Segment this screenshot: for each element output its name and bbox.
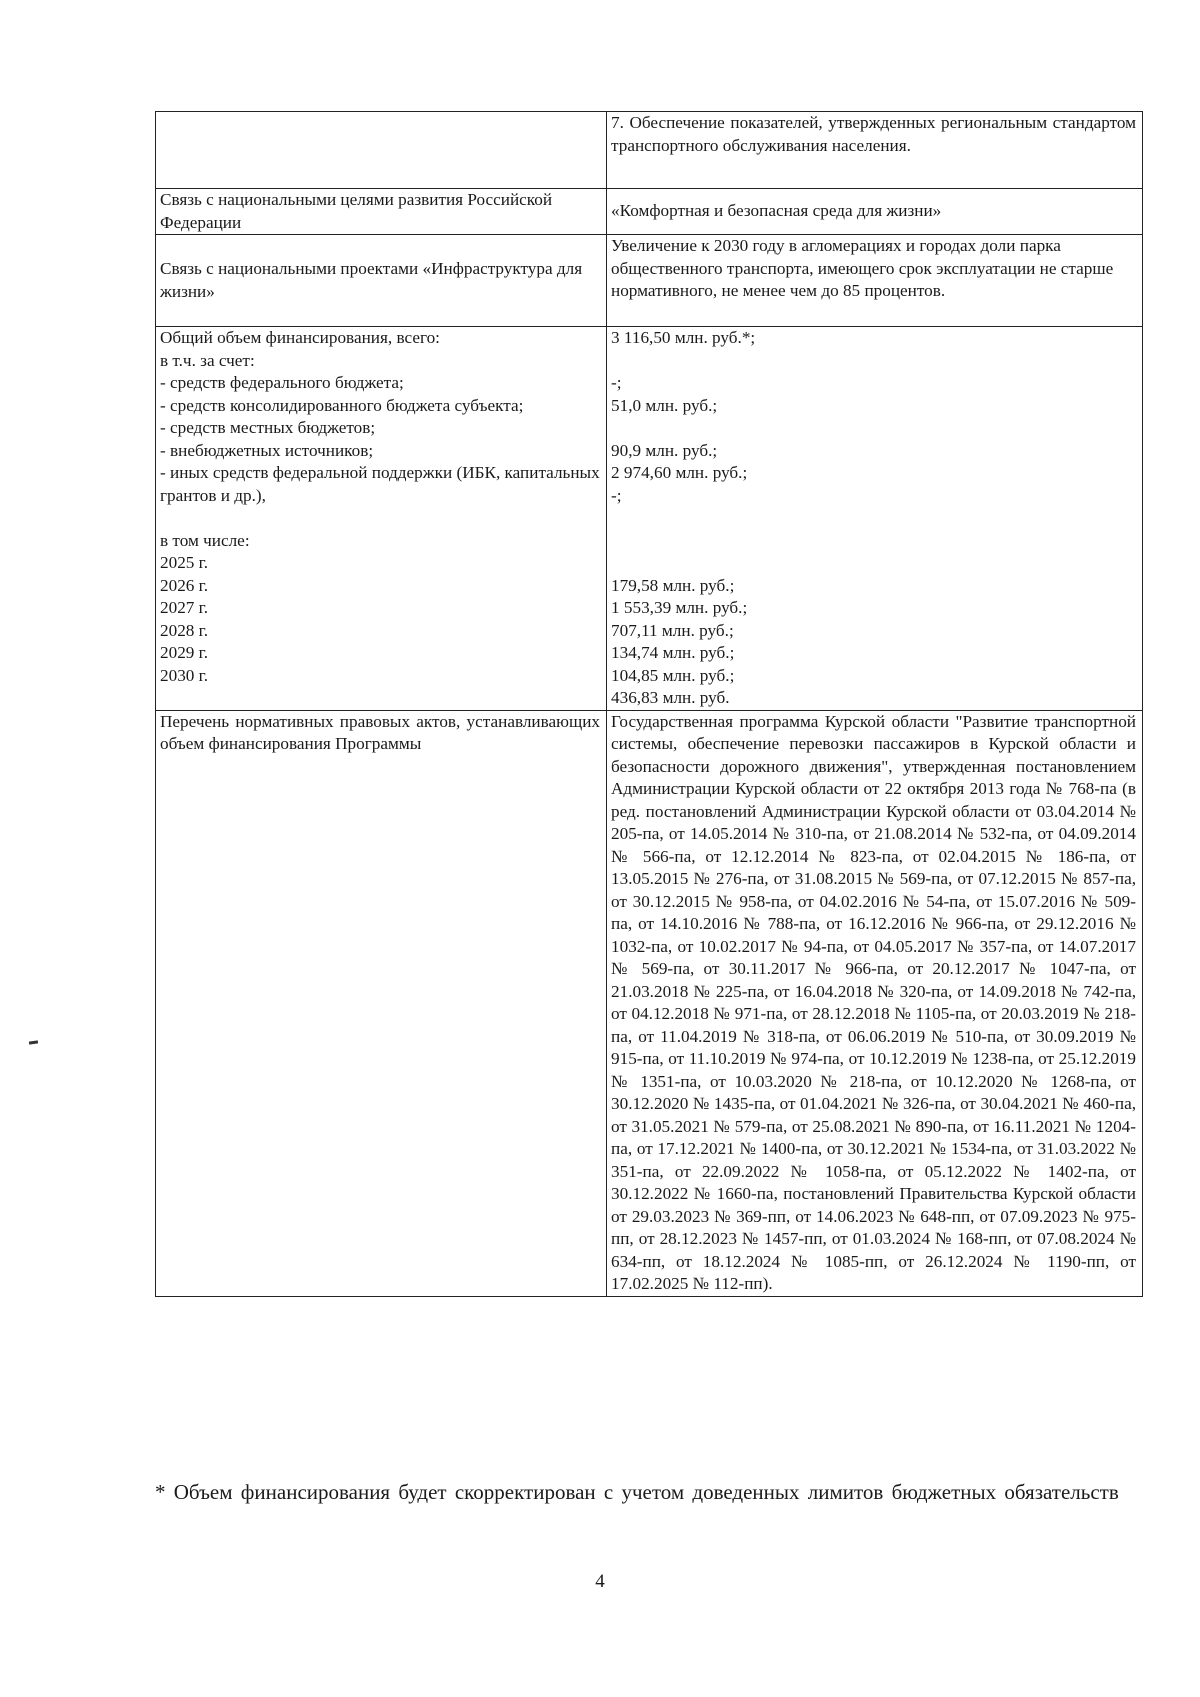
financing-consolidated-label: - средств консолидированного бюджета субъекта; xyxy=(160,395,524,415)
page-number: 4 xyxy=(595,1571,605,1592)
financing-extra-label: - внебюджетных источников; xyxy=(160,440,374,460)
year-label: 2030 г. xyxy=(160,665,209,685)
standard-indicators-cell: 7. Обеспечение показателей, утвержденных региональным стандартом транспортного обслуживания населения. xyxy=(607,112,1143,189)
spacer xyxy=(611,350,1136,373)
legal-acts-value: Государственная программа Курской области "Развитие транспортной системы, обеспечение перевозки пассажиров в Курской области и безопасности дорожного движения", утвержденная постановлением Администрации Курской области от 22 октября 2013 года № 768-па (в ред. постановлений Администрации Курской области от 03.04.2014 № 205-па, от 14.05.2014 № 310-па, от 21.08.2014 № 532-па, от 04.09.2014 № 566-па, от 12.12.2014 № 823-па, от 02.04.2015 № 186-па, от 13.05.2015 № 276-па, от 31.08.2015 № 569-па, от 07.12.2015 № 857-па, от 30.12.2015 № 958-па, от 04.02.2016 № 54-па, от 15.07.2016 № 509-па, от 14.10.2016 № 788-па, от 16.12.2016 № 966-па, от 29.12.2016 № 1032-па, от 10.02.2017 № 94-па, от 04.05.2017 № 357-па, от 14.07.2017 № 569-па, от 30.11.2017 № 966-па, от 20.12.2017 № 1047-па, от 21.03.2018 № 225-па, от 16.04.2018 № 320-па, от 14.09.2018 № 742-па, от 04.12.2018 № 971-па, от 28.12.2018 № 1105-па, от 20.03.2019 № 218-па, от 11.04.2019 № 318-па, от 06.06.2019 № 510-па, от 30.09.2019 № 915-па, от 11.10.2019 № 974-па, от 10.12.2019 № 1238-па, от 25.12.2019 № 1351-па, от 10.03.2020 № 218-па, от 10.12.2020 № 1268-па, от 30.12.2020 № 1435-па, от 01.04.2021 № 326-па, от 30.04.2021 № 460-па, от 31.05.2021 № 579-па, от 25.08.2021 № 890-па, от 16.11.2021 № 1204-па, от 17.12.2021 № 1400-па, от 30.12.2021 № 1534-па, от 31.03.2022 № 351-па, от 22.09.2022 № 1058-па, от 05.12.2022 № 1402-па, от 30.12.2022 № 1660-па, постановлений Правительства Курской области от 29.03.2023 № 369-пп, от 14.06.2023 № 648-пп, от 07.09.2023 № 975-пп, от 28.12.2023 № 1457-пп, от 01.03.2024 № 168-пп, от 07.08.2024 № 634-пп, от 18.12.2024 № 1085-пп, от 26.12.2024 № 1190-пп, от 17.02.2025 № 112-пп). xyxy=(607,710,1143,1296)
scan-mark-icon xyxy=(29,1040,38,1044)
year-amount: 707,11 млн. руб.; xyxy=(611,620,734,640)
national-projects-label: Связь с национальными проектами «Инфраструктура для жизни» xyxy=(156,235,607,327)
financing-labels-cell xyxy=(156,327,607,711)
spacer xyxy=(611,417,1136,440)
national-goals-value: «Комфортная и безопасная среда для жизни» xyxy=(607,189,1143,235)
program-passport-table xyxy=(155,111,1143,1297)
financing-by-year-label: в том числе: xyxy=(160,530,250,550)
financing-extra-value: 2 974,60 млн. руб.; xyxy=(611,463,748,482)
financing-federal-label: - средств федерального бюджета; xyxy=(160,373,404,392)
spacer xyxy=(611,507,1136,552)
national-goals-label: Связь с национальными целями развития Российской Федерации xyxy=(156,189,607,235)
financing-footnote: * Объем финансирования будет скорректирован с учетом доведенных лимитов бюджетных обязательств xyxy=(155,1480,1119,1504)
year-amount: 179,58 млн. руб.; xyxy=(611,575,735,595)
national-projects-value: Увеличение к 2030 году в агломерациях и городах доли парка общественного транспорта, имеющего срок эксплуатации не старше нормативного, не менее чем до 85 процентов. xyxy=(607,235,1143,327)
financing-including-label: в т.ч. за счет: xyxy=(160,350,255,370)
year-label: 2029 г. xyxy=(160,643,209,662)
table-row xyxy=(156,189,1143,235)
year-amount: 436,83 млн. руб. xyxy=(611,688,730,707)
spacer xyxy=(611,552,1136,575)
table-row xyxy=(156,112,1143,189)
financing-total-label: Общий объем финансирования, всего: xyxy=(160,328,440,347)
table-row xyxy=(156,710,1143,1296)
year-label: 2028 г. xyxy=(160,620,209,640)
financing-other-label: - иных средств федеральной поддержки (ИБК, капитальных грантов и др.), xyxy=(160,463,600,505)
financing-federal-value: -; xyxy=(611,373,622,392)
financing-values-cell xyxy=(607,327,1143,711)
year-amount: 134,74 млн. руб.; xyxy=(611,643,735,662)
year-amount: 1 553,39 млн. руб.; xyxy=(611,598,748,617)
spacer xyxy=(160,507,600,530)
financing-other-value: -; xyxy=(611,485,622,505)
financing-consolidated-value: 51,0 млн. руб.; xyxy=(611,395,718,415)
table-row xyxy=(156,327,1143,711)
year-label: 2026 г. xyxy=(160,575,209,595)
year-label: 2025 г. xyxy=(160,553,209,572)
table-row xyxy=(156,235,1143,327)
financing-local-value: 90,9 млн. руб.; xyxy=(611,440,718,460)
legal-acts-label: Перечень нормативных правовых актов, устанавливающих объем финансирования Программы xyxy=(156,710,607,1296)
year-label: 2027 г. xyxy=(160,598,209,617)
financing-total-value: 3 116,50 млн. руб.*; xyxy=(611,328,756,347)
year-amount: 104,85 млн. руб.; xyxy=(611,665,735,685)
empty-cell xyxy=(156,112,607,189)
financing-local-label: - средств местных бюджетов; xyxy=(160,418,376,437)
